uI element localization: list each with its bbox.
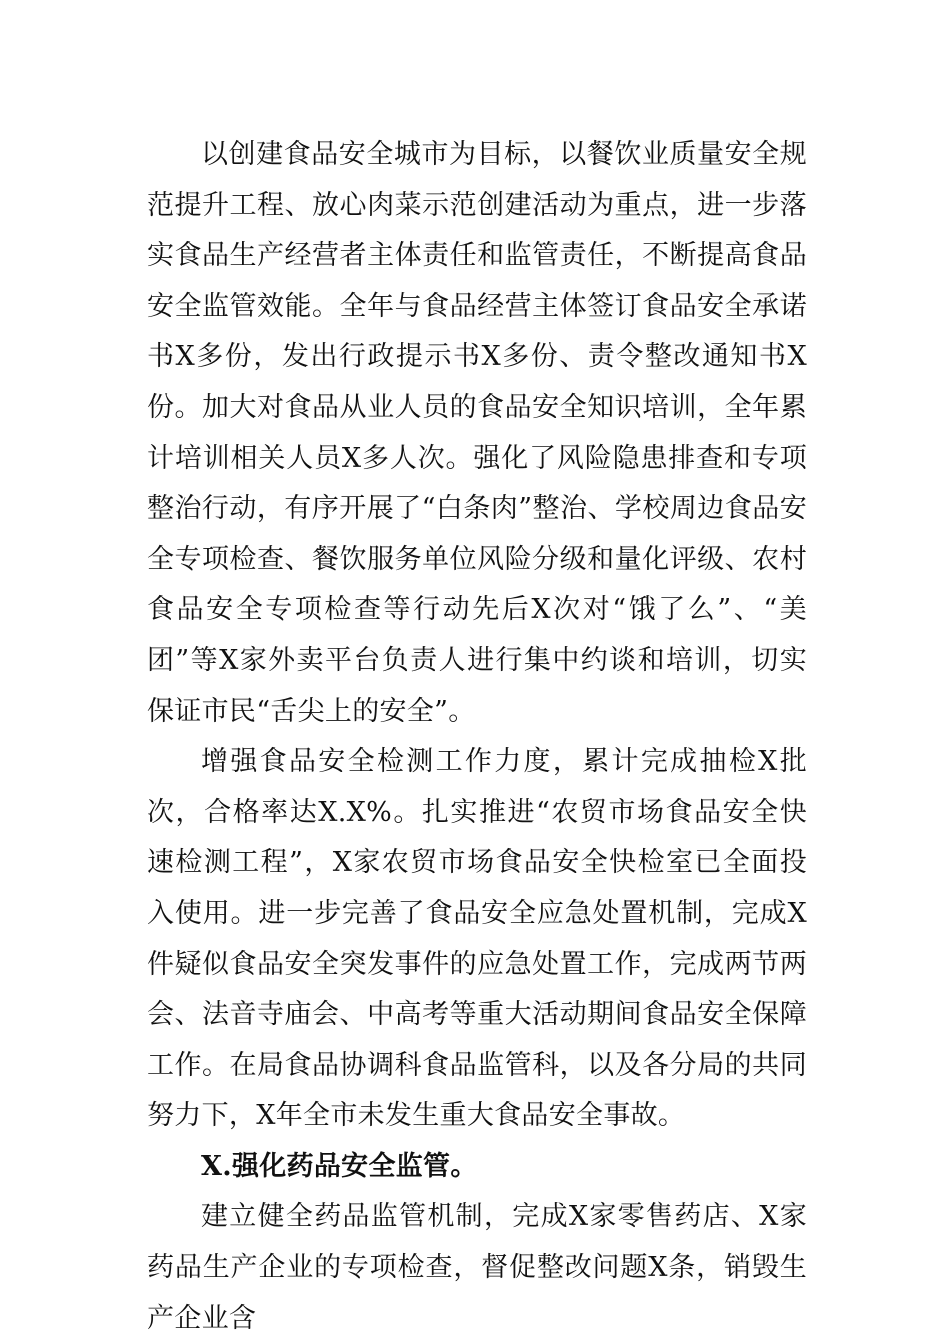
document-body [147,130,807,1344]
paragraph-food-safety-supervision: 以创建食品安全城市为目标，以餐饮业质量安全规范提升工程、放心肉菜示范创建活动为重点，进一步落实食品生产经营者主体责任和监管责任，不断提高食品安全监管效能。全年与食品经营主体签订食品安全承诺书X多份，发出行政提示书X多份、责令整改通知书X份。加大对食品从业人员的食品安全知识培训，全年累计培训相关人员X多人次。强化了风险隐患排查和专项整治行动，有序开展了“白条肉”整治、学校周边食品安全专项检查、餐饮服务单位风险分级和量化评级、农村食品安全专项检查等行动先后X次对“饿了么”、“美团”等X家外卖平台负责人进行集中约谈和培训，切实保证市民“舌尖上的安全”。 [147,139,807,727]
paragraph-drug-supervision: 建立健全药品监管机制，完成X家零售药店、X家药品生产企业的专项检查，督促整改问题X条，销毁生产企业含 [147,1201,807,1334]
section-heading-drug-safety: X.强化药品安全监管。 [201,1150,478,1182]
paragraph-food-safety-testing: 增强食品安全检测工作力度，累计完成抽检X批次，合格率达X.X%。扎实推进“农贸市场食品安全快速检测工程”，X家农贸市场食品安全快检室已全面投入使用。进一步完善了食品安全应急处置机制，完成X件疑似食品安全突发事件的应急处置工作，完成两节两会、法音寺庙会、中高考等重大活动期间食品安全保障工作。在局食品协调科食品监管科，以及各分局的共同努力下，X年全市未发生重大食品安全事故。 [147,746,807,1132]
